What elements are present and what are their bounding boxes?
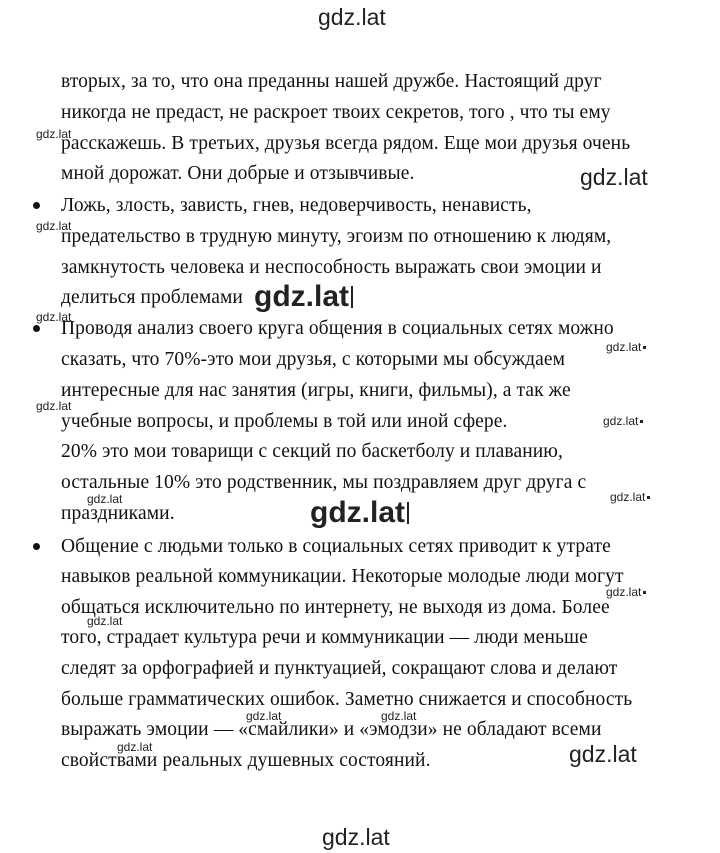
text-line: мной дорожат. Они добрые и отзывчивые. [61, 163, 415, 184]
text-line: навыков реальной коммуникации. Некоторые молодые люди могут [61, 566, 624, 587]
text-line: расскажешь. В третьих, друзья всегда рядом. Еще мои друзья очень [61, 133, 631, 154]
text-line: сказать, что 70%-это мои друзья, с которыми мы обсуждаем [61, 349, 566, 370]
watermark: gdz.lat [87, 492, 123, 506]
text-line: выражать эмоции — «смайлики» и «эмодзи» не обладают всеми [61, 719, 602, 740]
watermark: gdz.lat [610, 491, 650, 503]
text-line: того, страдает культура речи и коммуникации — люди меньше [61, 627, 588, 648]
watermark: gdz.lat [381, 709, 417, 723]
watermark: gdz.lat [246, 709, 282, 723]
watermark: gdz.lat [36, 310, 72, 324]
watermark: gdz.lat [117, 740, 153, 754]
list-bullet [33, 543, 40, 550]
text-line: предательство в трудную минуту, эгоизм по отношению к людям, [61, 226, 612, 247]
text-line: Ложь, злость, зависть, гнев, недоверчивость, ненависть, [61, 195, 532, 216]
list-bullet [33, 325, 40, 332]
text-line: никогда не предаст, не раскроет твоих секретов, того , что ты ему [61, 102, 611, 123]
watermark: gdz.lat [36, 219, 72, 233]
text-line: Общение с людьми только в социальных сетях приводит к утрате [61, 536, 611, 557]
text-line: общаться исключительно по интернету, не выходя из дома. Более [61, 597, 610, 618]
text-line: больше грамматических ошибок. Заметно снижается и способность [61, 689, 633, 710]
watermark: gdz.lat [569, 741, 637, 767]
watermark: gdz.lat [310, 498, 409, 528]
text-line: замкнутость человека и неспособность выражать свои эмоции и [61, 257, 602, 278]
watermark: gdz.lat [36, 399, 72, 413]
watermark: gdz.lat [603, 415, 643, 427]
text-line: следят за орфографией и пунктуацией, сокращают слова и делают [61, 658, 618, 679]
watermark: gdz.lat [36, 127, 72, 141]
list-bullet [33, 202, 40, 209]
watermark: gdz.lat [606, 341, 646, 353]
text-line: делиться проблемами [61, 287, 243, 308]
watermark: gdz.lat [87, 614, 123, 628]
watermark: gdz.lat [580, 164, 648, 190]
watermark: gdz.lat [318, 4, 386, 30]
text-line: вторых, за то, что она преданны нашей дружбе. Настоящий друг [61, 71, 602, 92]
text-line: 20% это мои товарищи с секций по баскетболу и плаванию, [61, 441, 563, 462]
text-line: праздниками. [61, 503, 175, 524]
text-line: свойствами реальных душевных состояний. [61, 750, 431, 771]
text-line: интересные для нас занятия (игры, книги, фильмы), а так же [61, 380, 571, 401]
watermark: gdz.lat [322, 824, 390, 850]
watermark: gdz.lat [254, 282, 353, 312]
text-line: учебные вопросы, и проблемы в той или иной сфере. [61, 411, 508, 432]
text-line: Проводя анализ своего круга общения в социальных сетях можно [61, 318, 614, 339]
watermark: gdz.lat [606, 586, 646, 598]
text-line: остальные 10% это родственник, мы поздравляем друг друга с [61, 472, 587, 493]
